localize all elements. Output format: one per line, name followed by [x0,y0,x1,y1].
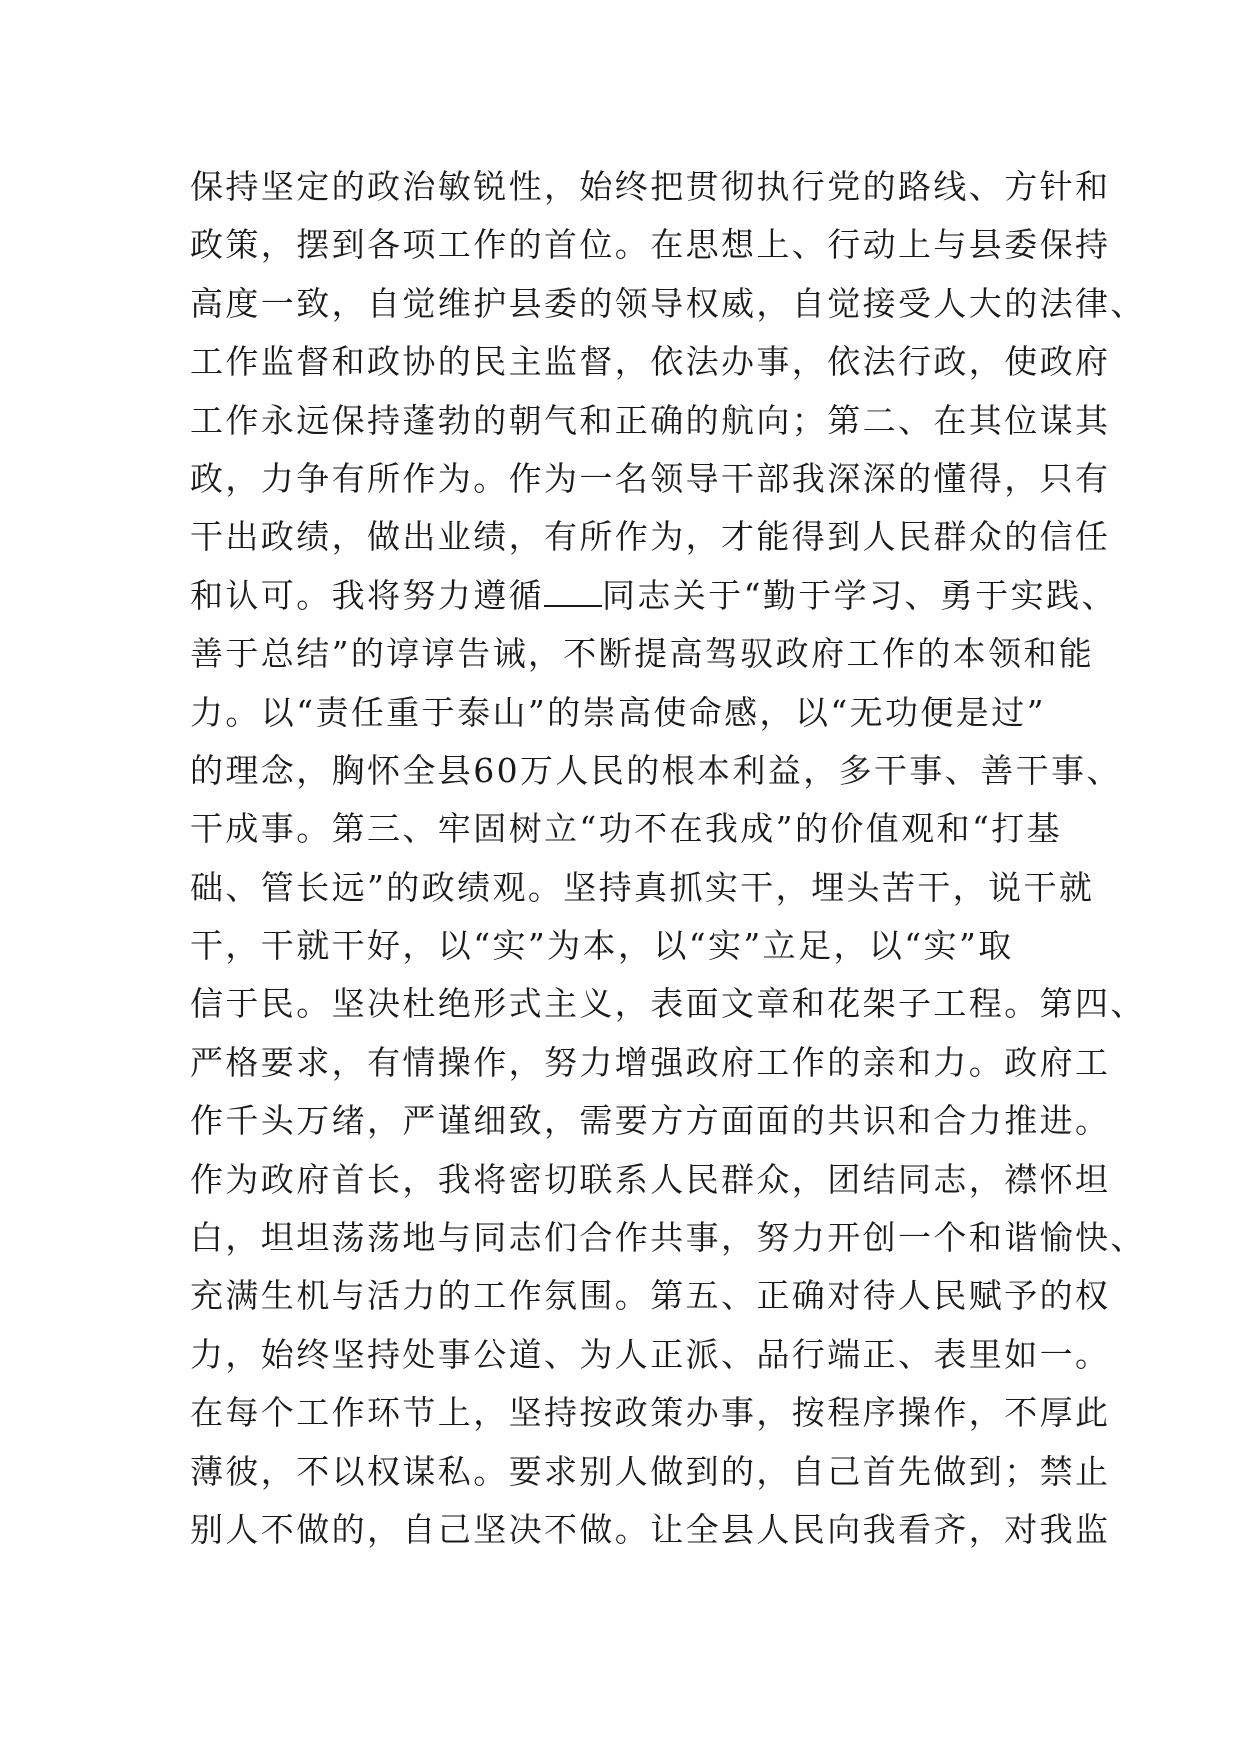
text-line: 信于民。坚决杜绝形式主义，表面文章和花架子工程。第四、 [190,984,1146,1024]
text-line: 在每个工作环节上，坚持按政策办事，按程序操作，不厚此 [190,1393,1111,1433]
text-line: 力。以“责任重于泰山”的崇高使命感，以“无功便是过” [190,692,1046,732]
name-blank-underline [544,575,602,607]
text-line: 作千头万绪，严谨细致，需要方方面面的共识和合力推进。 [190,1101,1111,1141]
text-segment: 同志关于“勤于学习、勇于实践、 [602,575,1117,615]
text-line: 白，坦坦荡荡地与同志们合作共事，努力开创一个和谐愉快、 [190,1218,1146,1258]
text-line: 力，始终坚持处事公道、为人正派、品行端正、表里如一。 [190,1334,1111,1374]
text-line-with-blank [190,567,1117,625]
text-line: 严格要求，有情操作，努力增强政府工作的亲和力。政府工 [190,1042,1111,1082]
text-line: 充满生机与活力的工作氛围。第五、正确对待人民赋予的权 [190,1276,1111,1316]
text-line: 工作永远保持蓬勃的朝气和正确的航向；第二、在其位谋其 [190,400,1111,440]
text-line: 干出政绩，做出业绩，有所作为，才能得到人民群众的信任 [190,517,1111,557]
text-segment: 和认可。我将努力遵循 [190,575,544,615]
text-line: 干，干就干好，以“实”为本，以“实”立足，以“实”取 [190,926,1014,966]
text-line: 工作监督和政协的民主监督，依法办事，依法行政，使政府 [190,342,1111,382]
text-line: 别人不做的，自己坚决不做。让全县人民向我看齐，对我监 [190,1509,1111,1549]
text-line: 政策，摆到各项工作的首位。在思想上、行动上与县委保持 [190,225,1111,265]
text-line: 高度一致，自觉维护县委的领导权威，自觉接受人大的法律、 [190,283,1146,323]
text-line: 的理念，胸怀全县60万人民的根本利益，多干事、善干事、 [190,750,1122,790]
text-line: 保持坚定的政治敏锐性，始终把贯彻执行党的路线、方针和 [190,167,1111,206]
text-line: 干成事。第三、牢固树立“功不在我成”的价值观和“打基 [190,809,1063,849]
text-line: 作为政府首长，我将密切联系人民群众，团结同志，襟怀坦 [190,1159,1111,1199]
text-line: 础、管长远”的政绩观。坚持真抓实干，埋头苦干，说干就 [190,867,1095,907]
text-line: 善于总结”的谆谆告诫，不断提高驾驭政府工作的本领和能 [190,634,1095,674]
text-line: 政，力争有所作为。作为一名领导干部我深深的懂得，只有 [190,458,1111,498]
text-line: 薄彼，不以权谋私。要求别人做到的，自己首先做到；禁止 [190,1451,1111,1491]
body-text [190,158,1146,1559]
